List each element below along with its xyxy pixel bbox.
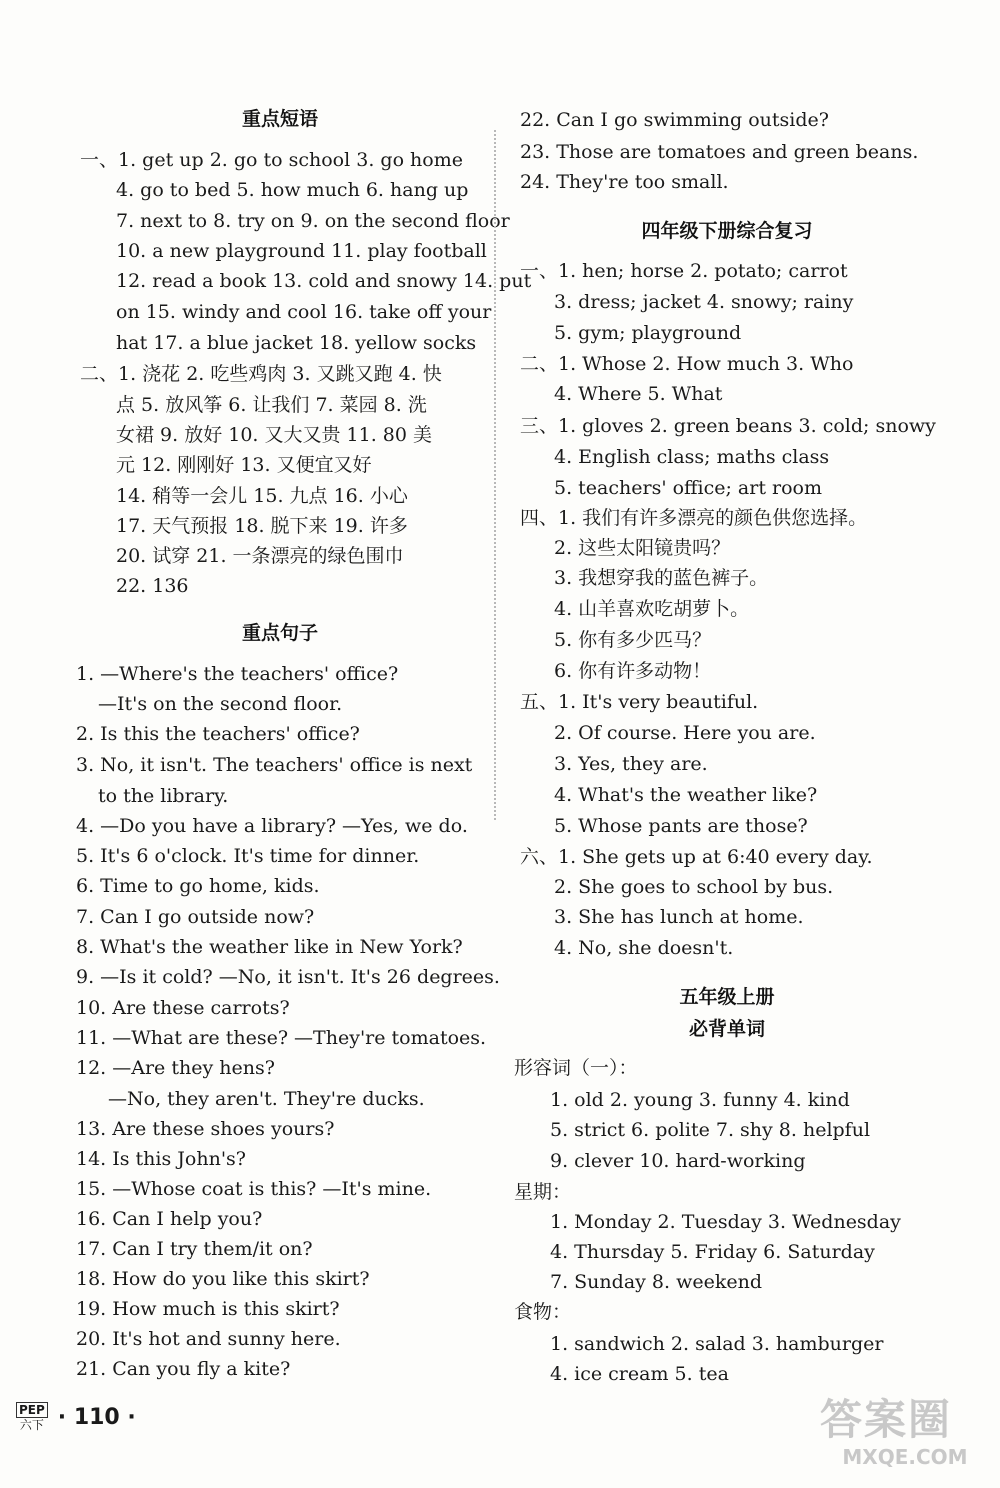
- heading-key-sentences: 重点句子: [241, 622, 318, 644]
- sentence-line: 10. Are these carrots?: [76, 997, 290, 1019]
- words-line: 7. Sunday 8. weekend: [550, 1271, 762, 1293]
- sentence-line: 21. Can you fly a kite?: [76, 1358, 291, 1380]
- review-line: 6. 你有许多动物！: [554, 660, 712, 682]
- phrase-line: 10. a new playground 11. play football: [116, 240, 487, 262]
- edition-badge: [16, 1402, 48, 1432]
- words-category: 形容词（一）：: [514, 1057, 638, 1079]
- sentence-line: 17. Can I try them/it on?: [76, 1238, 313, 1260]
- words-line: 5. strict 6. polite 7. shy 8. helpful: [550, 1119, 871, 1141]
- sentence-line: 22. Can I go swimming outside?: [520, 109, 829, 131]
- words-line: 1. sandwich 2. salad 3. hamburger: [550, 1333, 884, 1355]
- review-line: 3. She has lunch at home.: [554, 906, 804, 928]
- sentence-line: 11. —What are these? —They're tomatoes.: [76, 1027, 487, 1049]
- sentence-line: 1. —Where's the teachers' office?: [76, 663, 399, 685]
- watermark-logo-text: 答案圈: [820, 1395, 953, 1444]
- review-line: 四、1. 我们有许多漂亮的颜色供您选择。: [520, 507, 868, 529]
- phrase-line: 7. next to 8. try on 9. on the second floor: [116, 210, 510, 232]
- sentence-line: 2. Is this the teachers' office?: [76, 723, 360, 745]
- sentence-line: 7. Can I go outside now?: [76, 906, 315, 928]
- phrase-line: 女裙 9. 放好 10. 又大又贵 11. 80 美: [116, 424, 433, 446]
- phrase-line: 点 5. 放风筝 6. 让我们 7. 菜园 8. 洗: [116, 394, 427, 416]
- phrase-line: hat 17. a blue jacket 18. yellow socks: [116, 332, 477, 354]
- sentence-line: 14. Is this John's?: [76, 1148, 246, 1170]
- sentence-line: 24. They're too small.: [520, 171, 729, 193]
- review-line: 一、1. hen; horse 2. potato; carrot: [520, 260, 848, 282]
- review-line: 5. teachers' office; art room: [554, 477, 822, 499]
- sentence-line: 19. How much is this skirt?: [76, 1298, 340, 1320]
- review-line: 4. What's the weather like?: [554, 784, 818, 806]
- page-number: · 110 ·: [57, 1404, 136, 1430]
- phrase-line: 元 12. 刚刚好 13. 又便宜又好: [116, 454, 372, 476]
- words-line: 1. old 2. young 3. funny 4. kind: [550, 1089, 850, 1111]
- sentence-line: 9. —Is it cold? —No, it isn't. It's 26 degrees.: [76, 966, 500, 988]
- sentence-line: —It's on the second floor.: [98, 693, 343, 715]
- sentence-line: 8. What's the weather like in New York?: [76, 936, 463, 958]
- review-line: 3. dress; jacket 4. snowy; rainy: [554, 291, 854, 313]
- review-line: 4. 山羊喜欢吃胡萝卜。: [554, 598, 750, 620]
- words-line: 1. Monday 2. Tuesday 3. Wednesday: [550, 1211, 901, 1233]
- phrase-line: 二、1. 浇花 2. 吃些鸡肉 3. 又跳又跑 4. 快: [80, 363, 442, 385]
- sentence-line: 18. How do you like this skirt?: [76, 1268, 370, 1290]
- heading-key-phrases: 重点短语: [241, 108, 318, 130]
- phrase-line: 一、1. get up 2. go to school 3. go home: [80, 149, 463, 171]
- column-divider: [494, 130, 496, 820]
- review-line: 五、1. It's very beautiful.: [520, 691, 759, 713]
- phrase-line: 12. read a book 13. cold and snowy 14. put: [116, 270, 532, 292]
- words-line: 4. ice cream 5. tea: [550, 1363, 729, 1385]
- heading-must-memorize-words: 必背单词: [688, 1018, 765, 1040]
- review-line: 六、1. She gets up at 6:40 every day.: [520, 846, 873, 868]
- sentence-line: to the library.: [98, 785, 229, 807]
- sentence-line: 16. Can I help you?: [76, 1208, 263, 1230]
- sentence-line: 6. Time to go home, kids.: [76, 875, 320, 897]
- sentence-line: 20. It's hot and sunny here.: [76, 1328, 341, 1350]
- sentence-line: 15. —Whose coat is this? —It's mine.: [76, 1178, 432, 1200]
- edition-badge-top: PEP: [16, 1402, 48, 1418]
- watermark-url: MXQE.COM: [842, 1445, 968, 1469]
- review-line: 5. gym; playground: [554, 322, 742, 344]
- phrase-line: on 15. windy and cool 16. take off your: [116, 301, 492, 323]
- review-line: 2. 这些太阳镜贵吗？: [554, 537, 731, 559]
- sentence-line: 5. It's 6 o'clock. It's time for dinner.: [76, 845, 420, 867]
- review-line: 三、1. gloves 2. green beans 3. cold; snowy: [520, 415, 936, 437]
- review-line: 4. Where 5. What: [554, 383, 723, 405]
- sentence-line: 13. Are these shoes yours?: [76, 1118, 335, 1140]
- sentence-line: 4. —Do you have a library? —Yes, we do.: [76, 815, 468, 837]
- phrase-line: 22. 136: [116, 575, 189, 597]
- edition-badge-bottom: 六下: [19, 1418, 44, 1432]
- page-footer: [16, 1402, 136, 1432]
- review-line: 2. Of course. Here you are.: [554, 722, 816, 744]
- review-line: 4. No, she doesn't.: [554, 937, 734, 959]
- heading-grade4-review: 四年级下册综合复习: [641, 220, 813, 242]
- words-category: 食物：: [514, 1301, 572, 1323]
- sentence-line: 12. —Are they hens?: [76, 1057, 275, 1079]
- heading-grade5-vol1: 五年级上册: [679, 986, 775, 1008]
- phrase-line: 4. go to bed 5. how much 6. hang up: [116, 179, 469, 201]
- review-line: 3. Yes, they are.: [554, 753, 708, 775]
- phrase-line: 20. 试穿 21. 一条漂亮的绿色围巾: [116, 545, 404, 567]
- site-watermark: [820, 1395, 990, 1480]
- sentence-line: —No, they aren't. They're ducks.: [108, 1088, 425, 1110]
- review-line: 5. Whose pants are those?: [554, 815, 808, 837]
- sentence-line: 3. No, it isn't. The teachers' office is next: [76, 754, 473, 776]
- words-line: 4. Thursday 5. Friday 6. Saturday: [550, 1241, 875, 1263]
- sentence-line: 23. Those are tomatoes and green beans.: [520, 141, 919, 163]
- words-category: 星期：: [514, 1181, 572, 1203]
- review-line: 二、1. Whose 2. How much 3. Who: [520, 353, 854, 375]
- phrase-line: 17. 天气预报 18. 脱下来 19. 许多: [116, 515, 408, 537]
- review-line: 2. She goes to school by bus.: [554, 876, 834, 898]
- review-line: 3. 我想穿我的蓝色裤子。: [554, 567, 769, 589]
- words-line: 9. clever 10. hard-working: [550, 1150, 806, 1172]
- review-line: 4. English class; maths class: [554, 446, 830, 468]
- phrase-line: 14. 稍等一会儿 15. 九点 16. 小心: [116, 485, 408, 507]
- review-line: 5. 你有多少匹马？: [554, 629, 712, 651]
